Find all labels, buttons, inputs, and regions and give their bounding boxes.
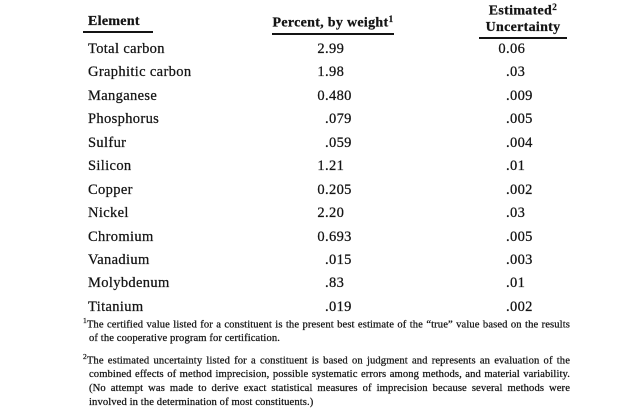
table-row bbox=[0, 182, 643, 205]
column-header-element-label: Element bbox=[83, 14, 153, 33]
percent-value-frac: .98 bbox=[325, 64, 345, 81]
uncertainty-value-frac: .009 bbox=[506, 87, 533, 104]
element-name: Total carbon bbox=[88, 41, 165, 57]
footnote-ref-1: 1 bbox=[388, 15, 394, 25]
footnote-1-text: The certified value listed for a constituent is the present best estimate of the “true” value based on the results of the cooperative program for certification. bbox=[86, 319, 570, 345]
uncertainty-value-frac: .01 bbox=[506, 158, 526, 175]
element-name: Sulfur bbox=[88, 134, 127, 151]
element-name: Manganese bbox=[88, 87, 158, 104]
table-row bbox=[0, 205, 643, 228]
table-row bbox=[0, 135, 643, 158]
uncertainty-value-frac: .01 bbox=[506, 275, 526, 292]
percent-value-frac: .079 bbox=[325, 111, 352, 128]
percent-value-int: 0 bbox=[317, 228, 325, 245]
column-header-percent bbox=[272, 14, 394, 35]
percent-value-int: 1 bbox=[317, 64, 325, 81]
percent-value-int: 0 bbox=[317, 181, 325, 198]
table-row bbox=[0, 229, 643, 252]
column-header-uncertainty-line: Uncertainty bbox=[462, 20, 584, 39]
uncertainty-value-frac: .004 bbox=[506, 134, 533, 151]
uncertainty-value-frac: .06 bbox=[506, 41, 526, 57]
percent-value-frac: .205 bbox=[325, 181, 352, 198]
element-name: Copper bbox=[88, 181, 133, 198]
uncertainty-value-frac: .03 bbox=[506, 205, 526, 222]
uncertainty-value-frac: .005 bbox=[506, 111, 533, 128]
percent-value-frac: .059 bbox=[325, 134, 352, 151]
element-name: Molybdenum bbox=[88, 275, 170, 292]
column-header-percent-label: Percent, by weight bbox=[272, 15, 389, 31]
footnote-1-marker: 1 bbox=[83, 316, 87, 325]
table-row bbox=[0, 41, 643, 64]
uncertainty-value-int: 0 bbox=[498, 41, 506, 57]
percent-value-frac: .21 bbox=[325, 158, 345, 175]
footnote-ref-2: 2 bbox=[552, 3, 558, 13]
column-header-element bbox=[83, 14, 153, 33]
percent-value-frac: .83 bbox=[325, 275, 345, 292]
uncertainty-value-frac: .002 bbox=[506, 298, 533, 315]
uncertainty-value-frac: .002 bbox=[506, 181, 533, 198]
element-name: Vanadium bbox=[88, 251, 150, 268]
percent-value-frac: .015 bbox=[325, 251, 352, 268]
table-row bbox=[0, 252, 643, 275]
percent-value-int: 2 bbox=[317, 205, 325, 222]
table-row bbox=[0, 158, 643, 181]
column-header-uncertainty bbox=[462, 0, 584, 39]
element-name: Chromium bbox=[88, 228, 154, 245]
table-row bbox=[0, 88, 643, 111]
percent-value-frac: .019 bbox=[325, 298, 352, 315]
table-body bbox=[0, 41, 643, 322]
element-name: Titanium bbox=[88, 298, 144, 315]
percent-value-frac: .20 bbox=[325, 205, 345, 222]
footnotes-section bbox=[0, 314, 643, 414]
uncertainty-value-frac: .003 bbox=[506, 251, 533, 268]
footnote-1 bbox=[83, 314, 570, 346]
percent-value-frac: .99 bbox=[325, 41, 345, 57]
footnote-2 bbox=[83, 350, 570, 410]
percent-value-int: 1 bbox=[317, 158, 325, 175]
element-name: Silicon bbox=[88, 158, 132, 175]
element-name: Phosphorus bbox=[88, 111, 160, 128]
table-row bbox=[0, 64, 643, 87]
element-name: Graphitic carbon bbox=[88, 64, 192, 81]
percent-value-int: 0 bbox=[317, 87, 325, 104]
footnote-2-text: The estimated uncertainty listed for a constituent is based on judgment and represents an evaluation of the combined effects of method imprecision, possible systematic errors among methods, and material variability. (No attempt was made to derive exact statistical measures of imprecision because several methods were involved in the determination of most constituents.) bbox=[86, 355, 570, 409]
element-name: Nickel bbox=[88, 205, 129, 222]
table-row bbox=[0, 111, 643, 134]
percent-value-frac: .693 bbox=[325, 228, 352, 245]
footnote-2-marker: 2 bbox=[83, 352, 87, 362]
column-header-estimated-line: Estimated$^2$ bbox=[488, 3, 558, 19]
percent-value-int: 2 bbox=[317, 41, 325, 57]
table-header bbox=[0, 0, 643, 36]
uncertainty-value-frac: .005 bbox=[506, 228, 533, 245]
percent-value-frac: .480 bbox=[325, 87, 352, 104]
table-row bbox=[0, 275, 643, 298]
uncertainty-value-frac: .03 bbox=[506, 64, 526, 81]
